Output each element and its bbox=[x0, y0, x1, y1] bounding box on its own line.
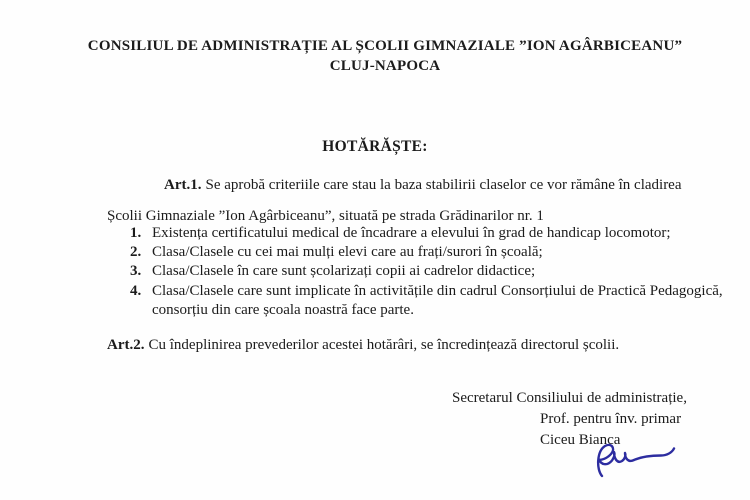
article-2-text: Cu îndeplinirea prevederilor acestei hotărâri, se încredințează directorul școlii. bbox=[148, 337, 620, 353]
criterion-item-1 bbox=[130, 224, 723, 243]
signature-stroke bbox=[598, 445, 674, 476]
article-1-line1 bbox=[107, 170, 682, 201]
criterion-number: 3. bbox=[130, 263, 142, 280]
document-title bbox=[10, 36, 750, 76]
article-2 bbox=[107, 337, 619, 354]
criterion-number: 1. bbox=[130, 225, 142, 241]
criterion-text: Existența certificatului medical de încadrare a elevului în grad de handicap locomotor; bbox=[152, 225, 671, 241]
signatory-role-line2: Prof. pentru înv. primar bbox=[540, 411, 682, 427]
decision-heading: HOTĂRĂȘTE: bbox=[322, 138, 428, 155]
handwritten-signature-icon bbox=[588, 438, 680, 488]
signatory-name: Ciceu Bianca bbox=[540, 432, 621, 448]
criterion-text-continuation: consorțiu din care școala noastră face parte. bbox=[152, 301, 414, 318]
article-2-label: Art.2. bbox=[107, 337, 145, 353]
criterion-number: 2. bbox=[130, 244, 142, 261]
criterion-text: Clasa/Clasele care sunt implicate în activitățile din cadrul Consorțiului de Practică Pedagogică, bbox=[152, 282, 723, 299]
article-1-label: Art.1. bbox=[164, 177, 202, 193]
article-1 bbox=[107, 170, 682, 232]
criterion-item-2 bbox=[130, 243, 723, 262]
criterion-item-4 bbox=[130, 282, 723, 320]
criteria-list bbox=[130, 224, 723, 320]
criterion-item-3 bbox=[130, 262, 723, 281]
criterion-text: Clasa/Clasele cu cei mai mulți elevi care au frați/surori în școală; bbox=[152, 244, 543, 261]
document-title-line1: CONSILIUL DE ADMINISTRAȚIE AL ȘCOLII GIMNAZIALE ”ION AGÂRBICEANU” bbox=[87, 38, 683, 54]
signatory-role-line1: Secretarul Consiliului de administrație, bbox=[452, 390, 687, 406]
article-1-text-line1: Se aprobă criteriile care stau la baza stabilirii claselor ce vor rămâne în cladirea bbox=[205, 177, 682, 193]
criterion-number: 4. bbox=[130, 282, 142, 299]
criterion-text: Clasa/Clasele în care sunt școlarizați copii ai cadrelor didactice; bbox=[152, 263, 536, 280]
document-title-line2: CLUJ-NAPOCA bbox=[329, 58, 441, 74]
article-1-line2: Școlii Gimnaziale ”Ion Agârbiceanu”, situată pe strada Grădinarilor nr. 1 bbox=[107, 208, 544, 224]
